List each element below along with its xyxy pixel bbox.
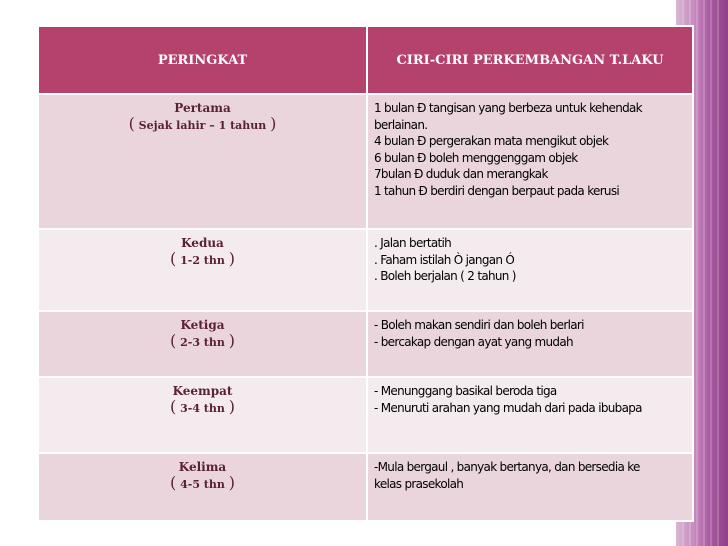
age-text: 2-3 thn	[176, 336, 229, 349]
age-text: 1-2 thn	[176, 254, 229, 267]
description-line: kelas prasekolah	[374, 476, 464, 491]
description-line: -Mula bergaul , banyak bertanya, dan bersedia ke	[374, 460, 640, 474]
age-close-paren: )	[228, 331, 235, 350]
description-cell	[367, 94, 693, 229]
description-cell	[367, 377, 693, 453]
table-row	[38, 229, 693, 311]
stage-name: Keempat	[172, 384, 233, 398]
development-table	[37, 25, 694, 522]
header-peringkat: PERINGKAT	[38, 26, 367, 94]
age-open-paren: (	[128, 114, 135, 133]
stage-name: Pertama	[174, 101, 231, 115]
stage-name: Kelima	[178, 460, 227, 474]
age-close-paren: )	[228, 249, 235, 268]
table-header-row	[38, 26, 693, 94]
age-text: 3-4 thn	[176, 402, 229, 415]
stage-name: Ketiga	[180, 318, 225, 332]
stage-cell	[38, 94, 367, 229]
description-cell	[367, 229, 693, 311]
stage-cell	[38, 311, 367, 377]
description-line: berlainan.	[374, 117, 428, 132]
description-line: - Menunggang basikal beroda tiga	[374, 384, 557, 398]
stage-age	[39, 398, 366, 418]
description-text	[368, 230, 692, 285]
description-line: - Boleh makan sendiri dan boleh berlari	[374, 318, 584, 332]
age-close-paren: )	[228, 397, 235, 416]
stage-age	[39, 115, 366, 135]
stage-cell	[38, 229, 367, 311]
description-line: 1 bulan Ð tangisan yang berbeza untuk kehendak	[374, 101, 642, 115]
table-row	[38, 311, 693, 377]
age-close-paren: )	[270, 114, 277, 133]
stage-cell	[38, 377, 367, 453]
age-open-paren: (	[170, 331, 177, 350]
description-cell	[367, 311, 693, 377]
table-row	[38, 94, 693, 229]
description-text	[368, 454, 692, 492]
description-line: - Menuruti arahan yang mudah dari pada ibubapa	[374, 400, 642, 415]
age-close-paren: )	[228, 473, 235, 492]
description-text	[368, 378, 692, 416]
age-text: Sejak lahir – 1 tahun	[134, 119, 271, 132]
header-ciri-ciri: CIRI-CIRI PERKEMBANGAN T.LAKU	[367, 26, 693, 94]
table-row	[38, 453, 693, 521]
description-line: 7bulan Ð duduk dan merangkak	[374, 167, 548, 181]
description-line: - bercakap dengan ayat yang mudah	[374, 334, 573, 349]
age-open-paren: (	[170, 473, 177, 492]
stage-age	[39, 332, 366, 352]
stage-name: Kedua	[181, 236, 224, 250]
age-text: 4-5 thn	[176, 478, 229, 491]
stage-cell	[38, 453, 367, 521]
description-line: . Faham istilah Ò jangan Ó	[374, 252, 515, 267]
age-open-paren: (	[170, 249, 177, 268]
description-line: 6 bulan Ð boleh menggenggam objek	[374, 150, 578, 165]
description-line: . Boleh berjalan ( 2 tahun )	[374, 269, 516, 283]
description-cell	[367, 453, 693, 521]
description-line: 4 bulan Ð pergerakan mata mengikut objek	[374, 134, 609, 148]
age-open-paren: (	[170, 397, 177, 416]
description-text	[368, 95, 692, 199]
description-line: 1 tahun Ð berdiri dengan berpaut pada kerusi	[374, 183, 620, 198]
stage-age	[39, 250, 366, 270]
stage-age	[39, 474, 366, 494]
description-text	[368, 312, 692, 350]
table-row	[38, 377, 693, 453]
description-line: . Jalan bertatih	[374, 236, 452, 250]
